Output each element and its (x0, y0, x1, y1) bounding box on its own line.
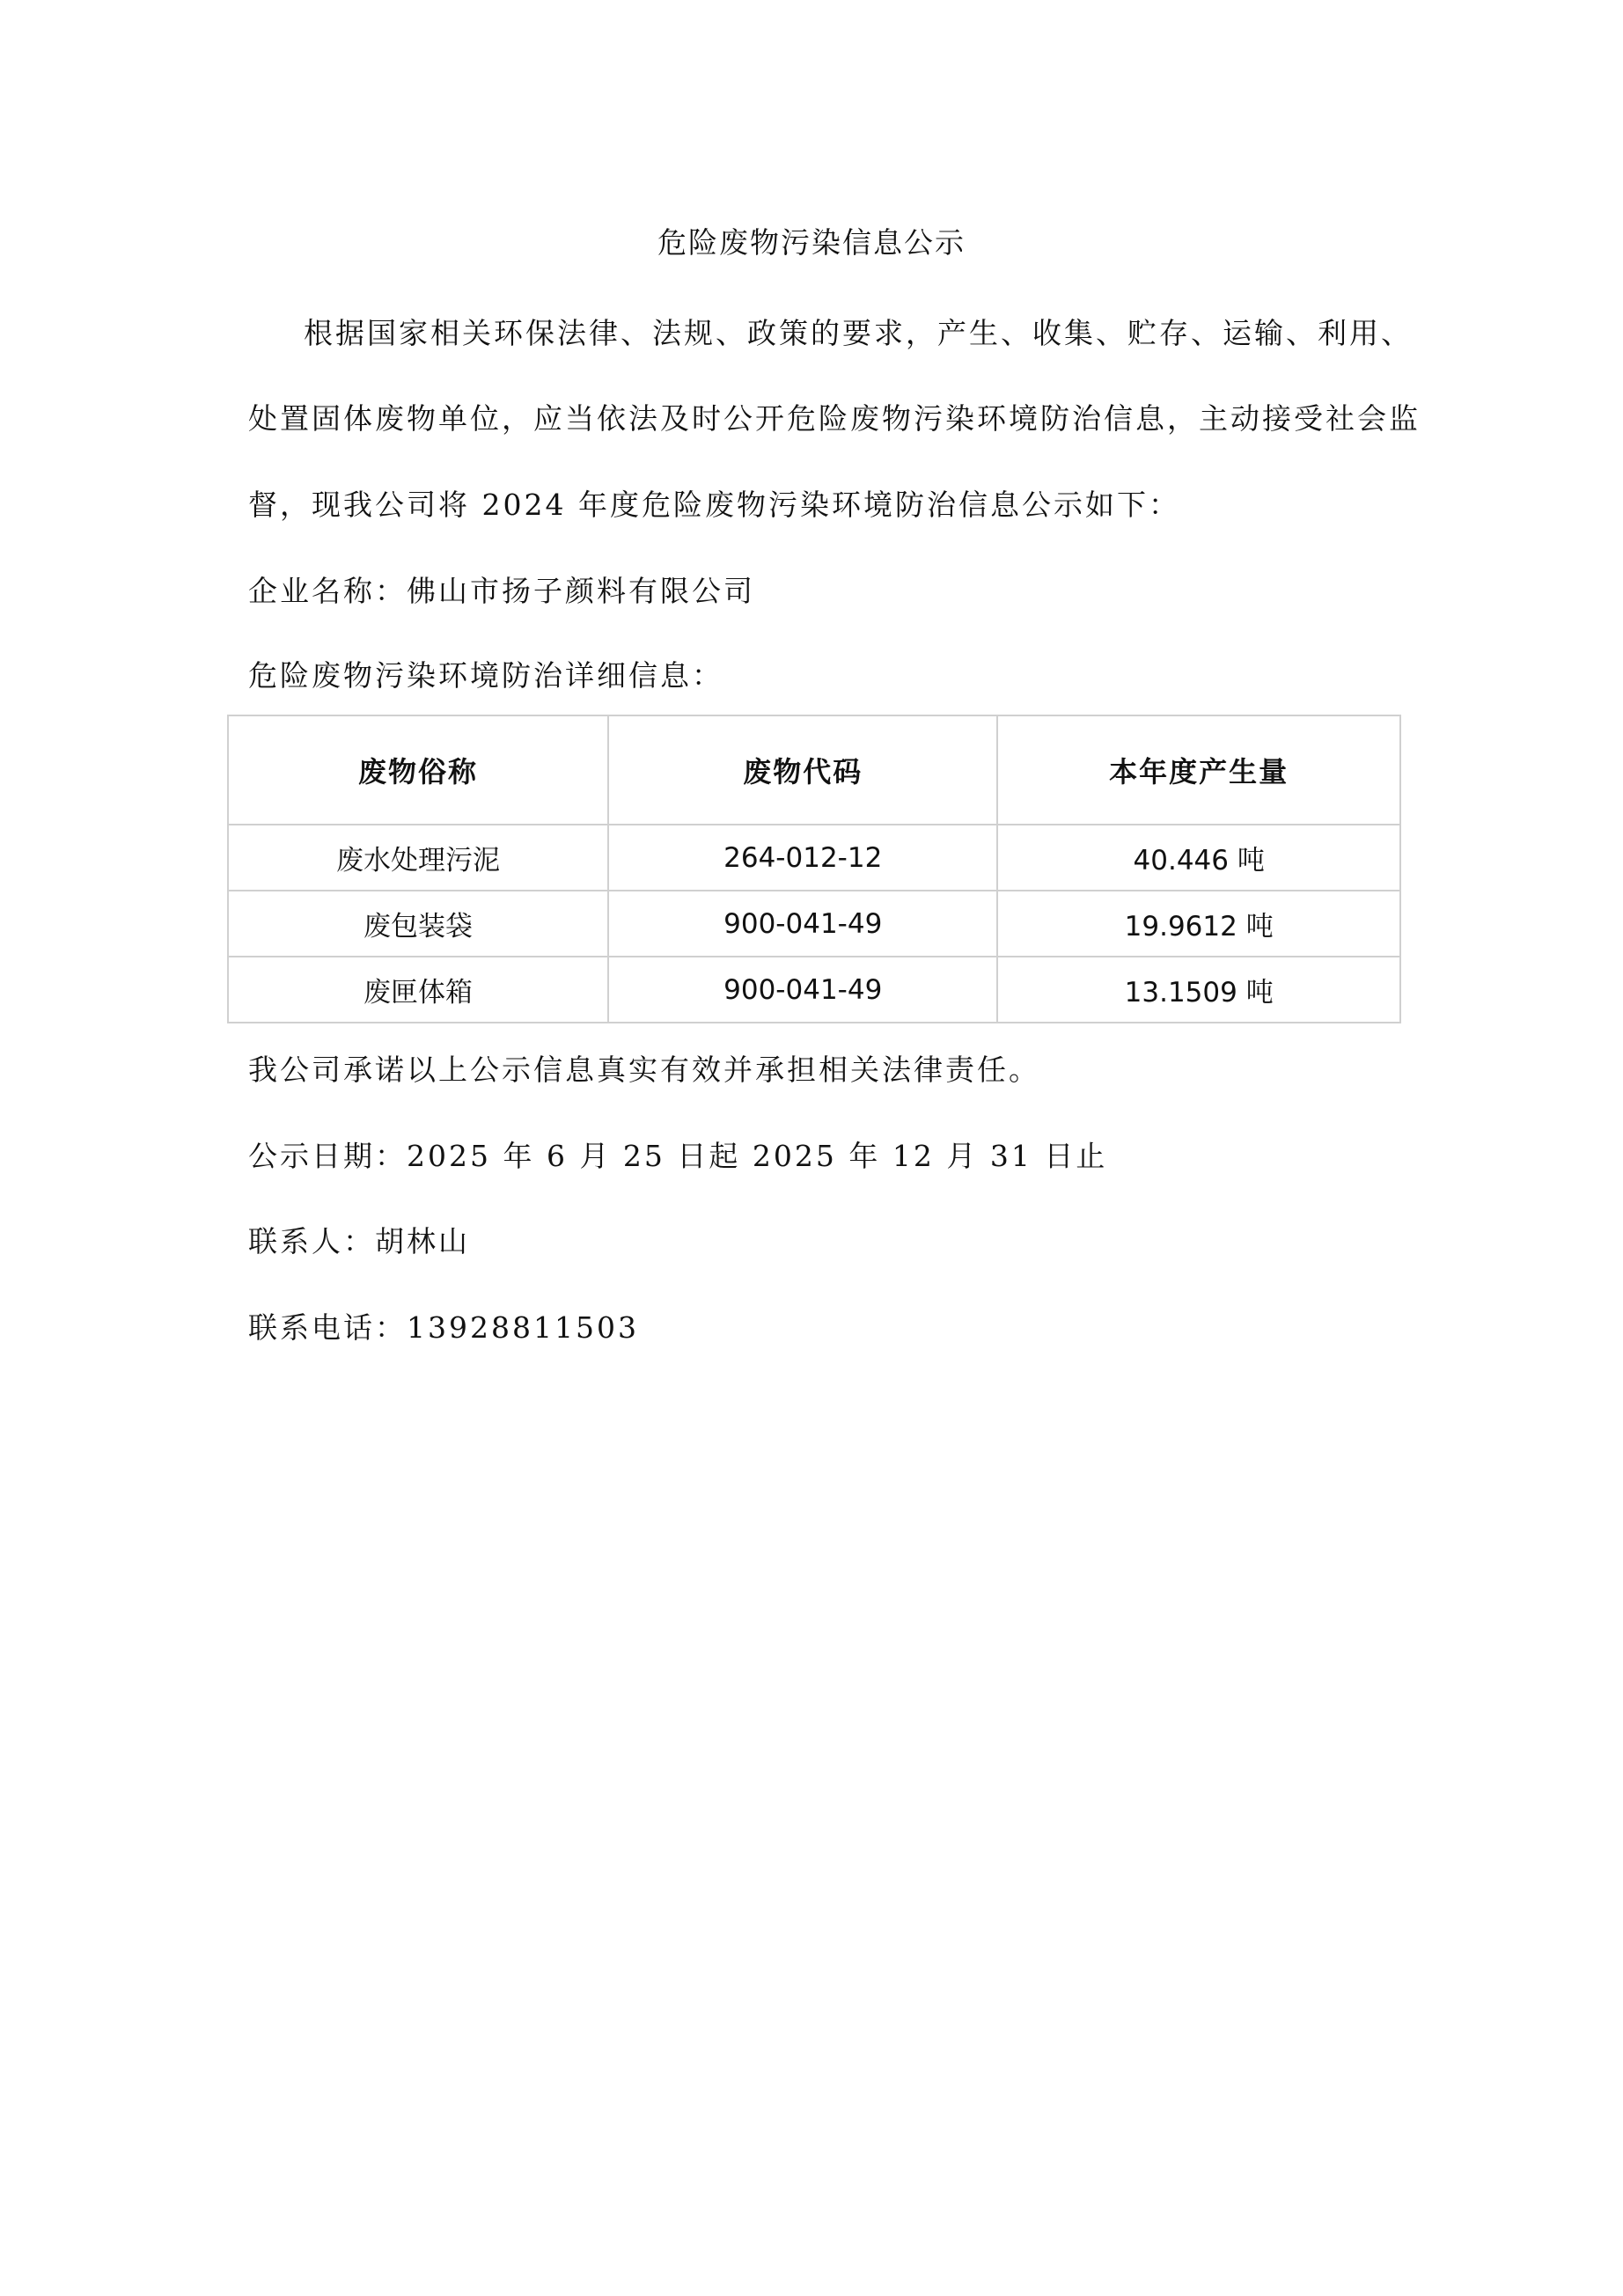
contact-person: 联系人：胡林山 (248, 1224, 470, 1258)
intro-line-1: 根据国家相关环保法律、法规、政策的要求，产生、收集、贮存、运输、利用、 (304, 316, 1413, 350)
intro-line-2: 处置固体废物单位，应当依法及时公开危险废物污染环境防治信息，主动接受社会监 (248, 401, 1421, 436)
table-row (228, 825, 1400, 891)
cell-annual-amount: 19.9612 吨 (997, 891, 1400, 957)
cell-waste-code: 264-012-12 (608, 825, 997, 891)
cell-waste-name: 废包装袋 (228, 891, 608, 957)
cell-waste-code: 900-041-49 (608, 957, 997, 1023)
cell-waste-name: 废匣体箱 (228, 957, 608, 1023)
notice-date: 公示日期：2025 年 6 月 25 日起 2025 年 12 月 31 日止 (248, 1139, 1108, 1173)
table-row (228, 891, 1400, 957)
header-waste-code: 废物代码 (608, 715, 997, 825)
contact-phone: 联系电话：13928811503 (248, 1310, 639, 1345)
header-annual-amount: 本年度产生量 (997, 715, 1400, 825)
header-waste-name: 废物俗称 (228, 715, 608, 825)
cell-annual-amount: 40.446 吨 (997, 825, 1400, 891)
table-header-row (228, 715, 1400, 825)
cell-annual-amount: 13.1509 吨 (997, 957, 1400, 1023)
cell-waste-name: 废水处理污泥 (228, 825, 608, 891)
cell-waste-code: 900-041-49 (608, 891, 997, 957)
detail-label: 危险废物污染环境防治详细信息： (248, 658, 723, 693)
table-row (228, 957, 1400, 1023)
document-title: 危险废物污染信息公示 (657, 225, 966, 260)
commitment-statement: 我公司承诺以上公示信息真实有效并承担相关法律责任。 (248, 1053, 1040, 1087)
waste-table (227, 715, 1401, 1023)
company-name: 企业名称：佛山市扬子颜料有限公司 (248, 574, 755, 608)
intro-line-3: 督，现我公司将 2024 年度危险废物污染环境防治信息公示如下： (248, 488, 1180, 522)
